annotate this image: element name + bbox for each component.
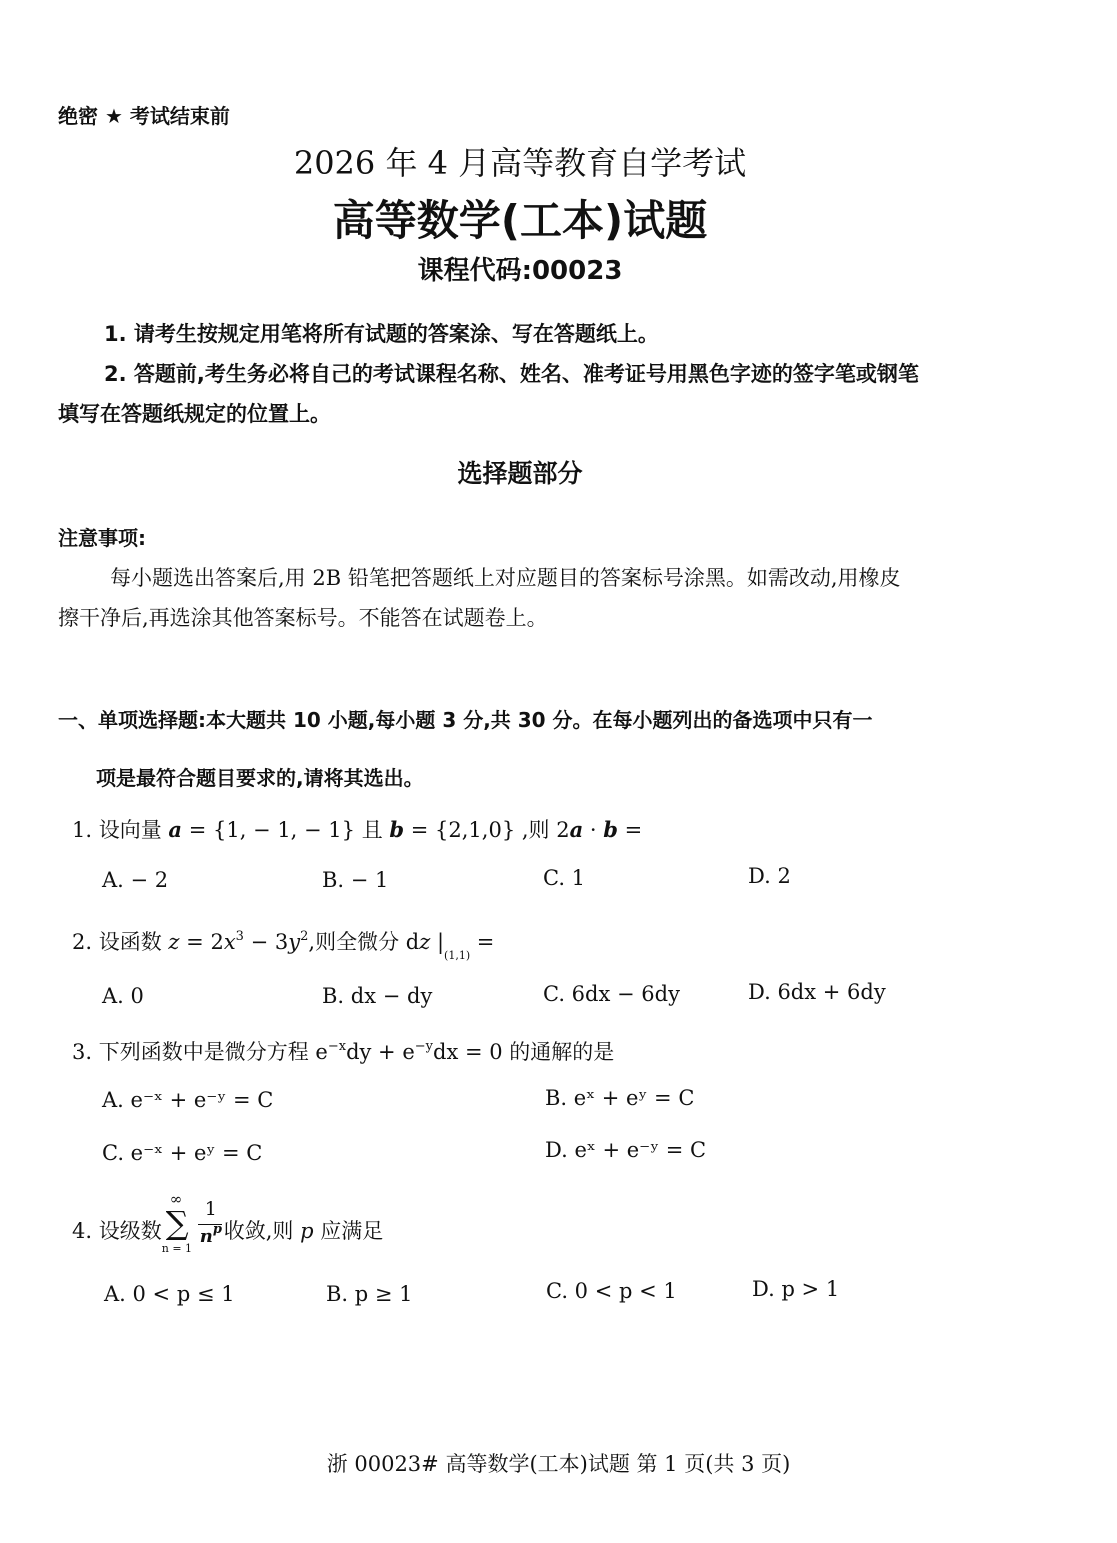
question-3: 3. 下列函数中是微分方程 $e^{-x}dy + e^{-y}dx = 0$ 的通解的是 bbox=[72, 1039, 615, 1064]
instruction-1: 1. 请考生按规定用笔将所有试题的答案涂、写在答题纸上。 bbox=[104, 322, 659, 346]
notes-line-1: 每小题选出答案后,用 2B 铅笔把答题纸上对应题目的答案标号涂黑。如需改动,用橡皮 bbox=[110, 566, 901, 590]
course-code: 课程代码:00023 bbox=[417, 256, 623, 286]
notes-title: 注意事项: bbox=[58, 526, 146, 550]
fraction: $\frac{1}{n^p}$ bbox=[199, 1198, 222, 1247]
q1-option-a: A. − 2 bbox=[102, 868, 169, 892]
subject-title: 高等数学(工本)试题 bbox=[332, 196, 708, 245]
q2-option-b: B. dx − dy bbox=[322, 984, 433, 1008]
q3-option-b: B. eˣ + eʸ = C bbox=[545, 1086, 695, 1110]
exam-title: 2026 年 4 月高等教育自学考试 bbox=[293, 144, 747, 182]
q3-option-a: A. e⁻ˣ + e⁻ʸ = C bbox=[102, 1088, 274, 1112]
question-4: 4. 设级数 ∞ ∑ n = 1 $\frac{1}{n^p}$ 收敛,则 p 应满足 bbox=[72, 1190, 384, 1255]
q1-option-c: C. 1 bbox=[543, 866, 586, 890]
question-number: 2. bbox=[72, 930, 93, 954]
question-1: 1. 设向量 a = {1, − 1, − 1} 且 b = {2,1,0} ,则 2a · b = bbox=[72, 817, 643, 842]
part1-heading-line-1: 一、单项选择题:本大题共 10 小题,每小题 3 分,共 30 分。在每小题列出的备选项中只有一 bbox=[58, 708, 873, 732]
summation-symbol: ∞ ∑ n = 1 bbox=[161, 1190, 193, 1255]
q3-option-d: D. eˣ + e⁻ʸ = C bbox=[545, 1138, 707, 1162]
q2-option-a: A. 0 bbox=[102, 984, 144, 1008]
q1-option-b: B. − 1 bbox=[322, 868, 389, 892]
q4-option-c: C. 0 < p < 1 bbox=[546, 1279, 677, 1303]
instruction-2: 2. 答题前,考生务必将自己的考试课程名称、姓名、准考证号用黑色字迹的签字笔或钢笔 bbox=[104, 362, 919, 386]
question-number: 1. bbox=[72, 818, 93, 842]
q4-option-a: A. 0 < p ≤ 1 bbox=[104, 1282, 235, 1306]
q2-option-c: C. 6dx − 6dy bbox=[543, 982, 680, 1006]
section-title: 选择题部分 bbox=[457, 459, 583, 488]
question-number: 3. bbox=[72, 1040, 93, 1064]
q4-option-d: D. p > 1 bbox=[752, 1277, 840, 1301]
q4-option-b: B. p ≥ 1 bbox=[326, 1282, 413, 1306]
part1-heading-line-2: 项是最符合题目要求的,请将其选出。 bbox=[96, 766, 424, 790]
notes-line-2: 擦干净后,再选涂其他答案标号。不能答在试题卷上。 bbox=[58, 606, 548, 630]
question-2: 2. 设函数 $z = 2x^3 - 3y^2$,则全微分 dz $|_{(1,1)}$ = bbox=[72, 929, 495, 962]
q3-option-c: C. e⁻ˣ + eʸ = C bbox=[102, 1141, 263, 1165]
page-footer: 浙 00023# 高等数学(工本)试题 第 1 页(共 3 页) bbox=[326, 1452, 791, 1476]
question-number: 4. bbox=[72, 1219, 93, 1243]
confidential-label: 绝密 ★ 考试结束前 bbox=[58, 104, 230, 128]
q2-option-d: D. 6dx + 6dy bbox=[748, 980, 886, 1004]
q1-option-d: D. 2 bbox=[748, 864, 791, 888]
instruction-2-continued: 填写在答题纸规定的位置上。 bbox=[58, 402, 331, 426]
